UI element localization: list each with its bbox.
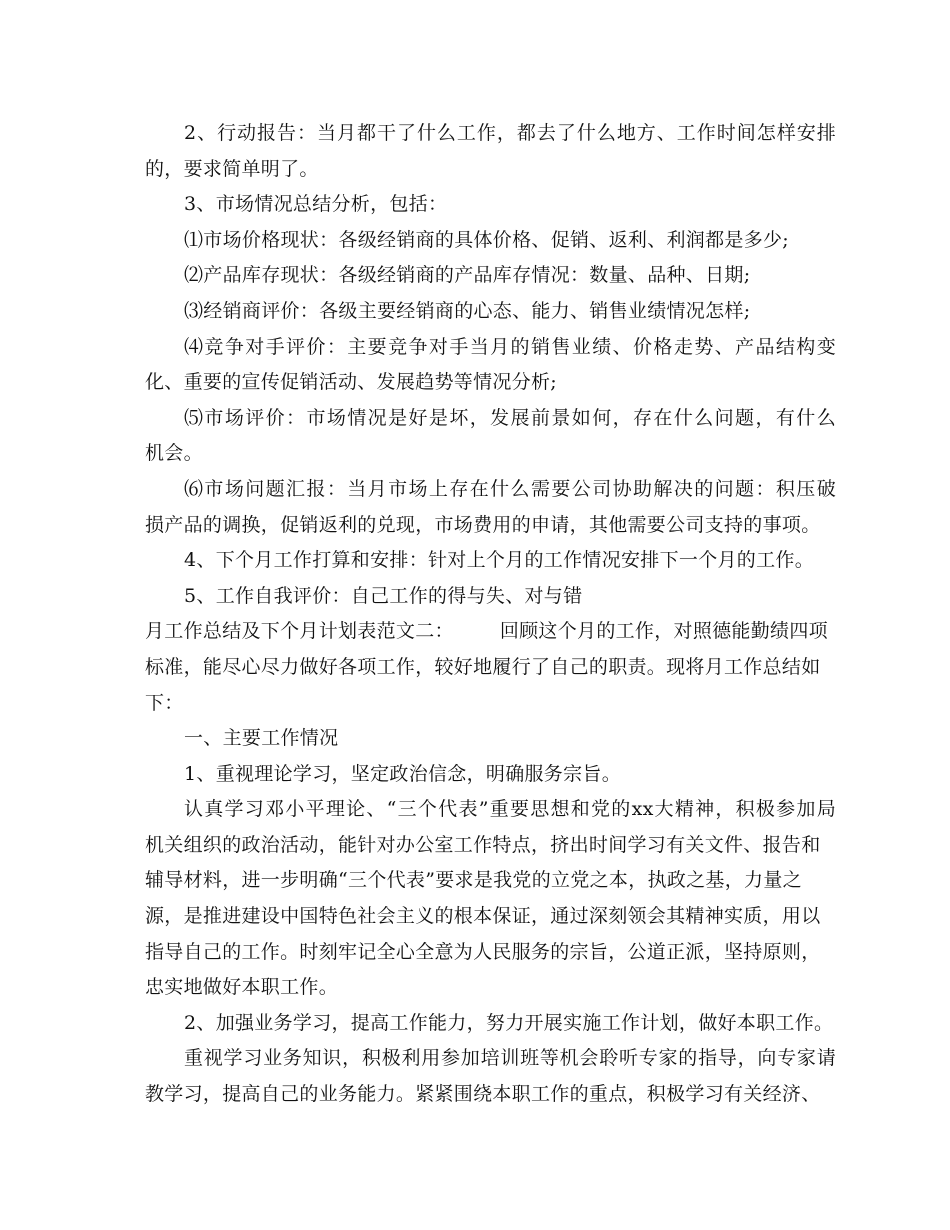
paragraph-line: 源，是推进建设中国特色社会主义的根本保证，通过深刻领会其精神实质，用以 (145, 905, 821, 928)
paragraph-line: 下： (145, 691, 184, 714)
paragraph-line: 2、加强业务学习，提高工作能力，努力开展实施工作计划，做好本职工作。 (184, 1011, 834, 1034)
paragraph-line: 5、工作自我评价：自己工作的得与失、对与错 (184, 584, 583, 607)
paragraph-line: ⑹市场问题汇报：当月市场上存在什么需要公司协助解决的问题：积压破 (184, 477, 836, 500)
paragraph-line: 标准，能尽心尽力做好各项工作，较好地履行了自己的职责。现将月工作总结如 (145, 655, 821, 678)
paragraph-line: 一、主要工作情况 (184, 727, 339, 750)
paragraph-line: ⑵产品库存现状：各级经销商的产品库存情况：数量、品种、日期; (184, 264, 751, 287)
paragraph-line: 损产品的调换，促销返利的兑现，市场费用的申请，其他需要公司支持的事项。 (145, 513, 821, 536)
paragraph-line: 指导自己的工作。时刻牢记全心全意为人民服务的宗旨，公道正派，坚持原则， (145, 940, 821, 963)
paragraph-line: 忠实地做好本职工作。 (145, 976, 339, 999)
paragraph-line: 的，要求简单明了。 (145, 157, 319, 180)
document-body (145, 116, 836, 1113)
paragraph-line: 化、重要的宣传促销活动、发展趋势等情况分析; (145, 371, 558, 394)
paragraph-line: 重视学习业务知识，积极利用参加培训班等机会聆听专家的指导，向专家请 (184, 1047, 836, 1070)
paragraph-line: ⑴市场价格现状：各级经销商的具体价格、促销、返利、利润都是多少; (184, 228, 790, 251)
paragraph-line: 机关组织的政治活动，能针对办公室工作特点，挤出时间学习有关文件、报告和 (145, 833, 821, 856)
paragraph-line: 辅导材料，进一步明确“三个代表”要求是我党的立党之本，执政之基，力量之 (145, 869, 802, 892)
paragraph-line: 认真学习邓小平理论、“三个代表”重要思想和党的xx大精神，积极参加局 (184, 798, 836, 821)
paragraph-line: 1、重视理论学习，坚定政治信念，明确服务宗旨。 (184, 762, 621, 785)
paragraph-line: ⑷竞争对手评价：主要竞争对手当月的销售业绩、价格走势、产品结构变 (184, 335, 836, 358)
paragraph-text: 回顾这个月的工作，对照德能勤绩四项 (499, 620, 828, 643)
paragraph-line: 3、市场情况总结分析，包括： (184, 193, 448, 216)
section-heading-line (145, 614, 828, 650)
paragraph-line: ⑶经销商评价：各级主要经销商的心态、能力、销售业绩情况怎样; (184, 299, 751, 322)
paragraph-line: ⑸市场评价：市场情况是好是坏，发展前景如何，存在什么问题，有什么 (184, 406, 836, 429)
paragraph-line: 2、行动报告：当月都干了什么工作，都去了什么地方、工作时间怎样安排 (184, 122, 836, 144)
paragraph-line: 4、下个月工作打算和安排：针对上个月的工作情况安排下一个月的工作。 (184, 549, 814, 572)
paragraph-line: 教学习，提高自己的业务能力。紧紧围绕本职工作的重点，积极学习有关经济、 (145, 1083, 821, 1106)
paragraph-line: 机会。 (145, 442, 203, 465)
section-title: 月工作总结及下个月计划表范文二： (145, 620, 454, 643)
